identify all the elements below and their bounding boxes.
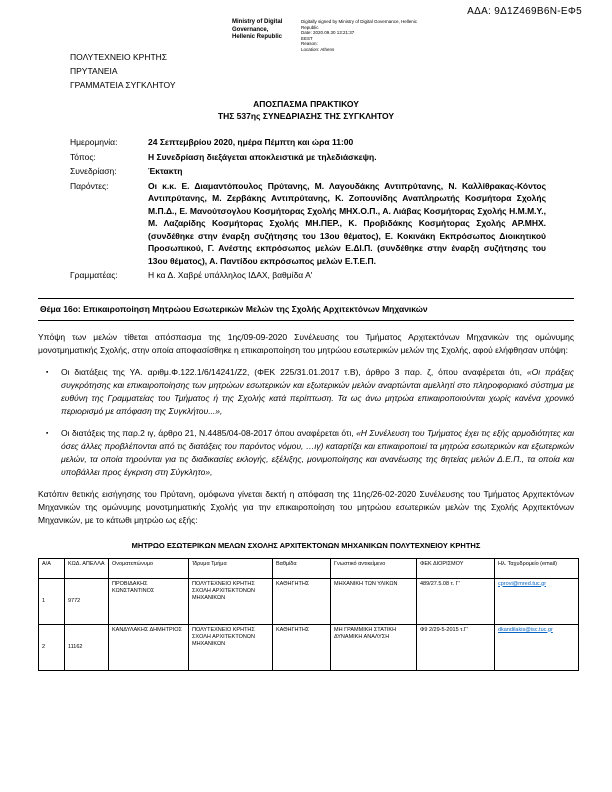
column-header-email: Ηλ. Ταχυδρομείο (email) <box>495 558 579 578</box>
cell-fek: Φ9 2/29-5-2015 τ.Γ' <box>417 624 495 670</box>
document-title <box>38 98 574 122</box>
signature-ministry-name: Ministry of Digital Governance, Hellenic Republic <box>232 19 283 40</box>
session-type-label: Συνεδρίαση: <box>70 166 117 176</box>
title-line-2: ΤΗΣ 537ης ΣΥΝΕΔΡΙΑΣΗΣ ΤΗΣ ΣΥΓΚΛΗΤΟΥ <box>217 111 395 121</box>
institution-block <box>70 50 574 92</box>
registry-title: ΜΗΤΡΩΟ ΕΣΩΤΕΡΙΚΩΝ ΜΕΛΩΝ ΣΧΟΛΗΣ ΑΡΧΙΤΕΚΤΟΝΩΝ ΜΗΧΑΝΙΚΩΝ ΠΟΛΥΤΕΧΝΕΙΟΥ ΚΡΗΤΗΣ <box>131 540 481 550</box>
institution-name: ΠΟΛΥΤΕΧΝΕΙΟ ΚΡΗΤΗΣ <box>70 52 168 62</box>
email-link[interactable]: cprovi@mred.tuc.gr <box>495 578 579 624</box>
table-header-row <box>39 558 579 578</box>
digital-signature-stamp <box>232 19 419 52</box>
bullet-text-2 <box>61 427 574 479</box>
decision-body <box>38 331 574 527</box>
cell-apella-code: 11162 <box>65 624 109 670</box>
topic-heading: Θέμα 16ο: Επικαιροποίηση Μητρώου Εσωτερικών Μελών της Σχολής Αρχιτεκτόνων Μηχανικών <box>38 298 574 321</box>
bullet-icon: ▪ <box>46 368 49 376</box>
secretary-label: Γραμματέας: <box>70 270 118 280</box>
cell-fek: 489/27.5.08 τ. Γ' <box>417 578 495 624</box>
email-link[interactable]: dkandilakis@isc.tuc.gr <box>495 624 579 670</box>
cell-index: 1 <box>39 578 65 624</box>
ada-code: ΑΔΑ: 9Δ1Ζ469Β6Ν-ΕΦ5 <box>467 6 582 17</box>
bullet-item-1 <box>46 366 574 418</box>
cell-index: 2 <box>39 624 65 670</box>
bullet-quote-text: «Οι πράξεις συγκρότησης και επικαιροποίησης των μητρώων εσωτερικών και εξωτερικών μελών αναρτώνται αμελλητί στο πληροφοριακό σύστημα με ευθύνη της Γραμματείας του Τμήματος ή της Σχολής κατά περίπτωση. Τα ως άνω μητρώα επικαιροποιούνται χωρίς κανένα χρονικό περιορισμό με απόφαση της Συγκλήτου...», <box>61 366 574 416</box>
column-header-index: Α/Α <box>39 558 65 578</box>
bullet-item-2 <box>46 427 574 479</box>
cell-fullname: ΠΡΟΒΙΔΑΚΗΣ ΚΩΝΣΤΑΝΤΙΝΟΣ <box>109 578 189 624</box>
column-header-rank: Βαθμίδα <box>273 558 331 578</box>
registry-section <box>38 541 574 671</box>
cell-subject: ΜΗ ΓΡΑΜΜΙΚΗ ΣΤΑΤΙΚΗ ΔΥΝΑΜΙΚΗ ΑΝΑΛΥΣΗ <box>331 624 417 670</box>
signature-details-text: Digitally signed by Ministry of Digital Governance, Hellenic Republic Date: 2020.09.30 13:21:37 EEST Reason: Location: Athens <box>301 19 418 52</box>
cell-institution: ΠΟΛΥΤΕΧΝΕΙΟ ΚΡΗΤΗΣ ΣΧΟΛΗ ΑΡΧΙΤΕΚΤΟΝΩΝ ΜΗΧΑΝΙΚΩΝ <box>189 578 273 624</box>
cell-rank: ΚΑΘΗΓΗΤΗΣ <box>273 578 331 624</box>
cell-rank: ΚΑΘΗΓΗΤΗΣ <box>273 624 331 670</box>
meta-row-secretary <box>70 269 546 282</box>
table-row <box>39 578 579 624</box>
bullet-icon: ▪ <box>46 429 49 437</box>
registry-table <box>38 558 579 671</box>
column-header-subject: Γνωστικό αντικείμενο <box>331 558 417 578</box>
session-type-value: Έκτακτη <box>148 166 183 176</box>
secretary-value: Η κα Δ. Χαβρέ υπάλληλος ΙΔΑΧ, βαθμίδα Α' <box>148 270 313 280</box>
meta-row-attendees <box>70 180 546 268</box>
intro-paragraph: Υπόψη των μελών τίθεται απόσπασμα της 1ης/09-09-2020 Συνέλευσης του Τμήματος Αρχιτεκτόνων Μηχανικών της ομώνυμης μονοτμηματικής Σχολής, στην οποία αποφασίσθηκε η επικαιροποίηση του μητρώου εσωτερικών μελών της Σχολής, αφού ελήφθησαν υπόψη: <box>38 331 574 355</box>
title-line-1: ΑΠΟΣΠΑΣΜΑ ΠΡΑΚΤΙΚΟΥ <box>253 99 359 109</box>
table-row <box>39 624 579 670</box>
cell-institution: ΠΟΛΥΤΕΧΝΕΙΟ ΚΡΗΤΗΣ ΣΧΟΛΗ ΑΡΧΙΤΕΚΤΟΝΩΝ ΜΗΧΑΝΙΚΩΝ <box>189 624 273 670</box>
column-header-apella-code: ΚΩΔ. ΑΠΕΛΛΑ <box>65 558 109 578</box>
date-value: 24 Σεπτεμβρίου 2020, ημέρα Πέμπτη και ώρα 11:00 <box>148 137 354 147</box>
institution-rectorate: ΠΡΥΤΑΝΕΙΑ <box>70 66 118 76</box>
meta-row-date <box>70 136 546 149</box>
cell-apella-code: 9772 <box>65 578 109 624</box>
bullet-quote-text: «Η Συνέλευση του Τμήματος έχει τις εξής αρμοδιότητες και όσες άλλες προβλέπονται από τις διατάξεις του παρόντος νόμου, …ιγ) καταρτίζει και επικαιροποιεί τα μητρώα εσωτερικών και εξωτερικών μελών, τα οποία τηρούνται για τις διαδικασίες εκλογής, εξέλιξης, μονιμοποίησης και ανανέωσης της θητείας μελών Δ.Ε.Π., τα οποία και υποβάλλει προς έγκριση στη Σύγκλητο», <box>61 427 574 477</box>
bullet-lead-text: Οι διατάξεις της παρ.2 ιγ, άρθρο 21, Ν.4485/04-08-2017 όπου αναφέρεται ότι, <box>61 427 357 438</box>
attendees-label: Παρόντες: <box>70 180 109 191</box>
meta-row-session-type <box>70 165 546 178</box>
session-details <box>70 136 546 282</box>
institution-secretariat: ΓΡΑΜΜΑΤΕΙΑ ΣΥΓΚΛΗΤΟΥ <box>70 80 176 90</box>
column-header-fek: ΦΕΚ ΔΙΟΡΙΣΜΟΥ <box>417 558 495 578</box>
closing-paragraph: Κατόπιν θετικής εισήγησης του Πρύτανη, ομόφωνα γίνεται δεκτή η απόφαση της 11ης/26-02-2020 Συνέλευσης του Τμήματος Αρχιτεκτόνων Μηχανικών της ομώνυμης μονοτμηματικής Σχολής για την επικαιροποίηση του μητρώου εσωτερικών μελών της Σχολής Αρχιτεκτόνων Μηχανικών, με το κάτωθι μητρώο ως εξής: <box>38 488 574 525</box>
column-header-fullname: Ονοματεπώνυμο <box>109 558 189 578</box>
bullet-text-1 <box>61 366 574 418</box>
cell-fullname: ΚΑΝΔΥΛΑΚΗΣ ΔΗΜΗΤΡΙΟΣ <box>109 624 189 670</box>
place-label: Τόπος: <box>70 151 96 162</box>
date-label: Ημερομηνία: <box>70 137 118 147</box>
cell-subject: ΜΗΧΑΝΙΚΗ ΤΩΝ ΥΛΙΚΩΝ <box>331 578 417 624</box>
attendees-value: Οι κ.κ. Ε. Διαμαντόπουλος Πρύτανης, Μ. Λαγουδάκης Αντιπρύτανης, Ν. Καλλίθρακας-Κόντος Αντιπρύτανης, Μ. Ζερβάκης Αντιπρύτανης, Κ. Ζοπουνίδης Αναπληρωτής Κοσμήτορα Σχολής Μ.Π.Δ., Ε. Μανούτσογλου Κοσμήτορας Σχολής ΜΗΧ.Ο.Π., Α. Λιάβας Κοσμήτορας Σχολής Η.Μ.Μ.Υ., Μ. Λαζαρίδης Κοσμήτορας Σχολής ΜΗ.ΠΕΡ., Κ. Προβιδάκης Κοσμήτορας Σχολής ΑΡ.ΜΗΧ. (συνδέθηκε στην έναρξη συζήτησης του 13ου θέματος), Ε. Κοκινάκη Εκπρόσωπος Διοικητικού Προσωπικού, Γ. Ανέστης εκπρόσωπος μελών Ε.ΔΙ.Π. (συνδέθηκε στην έναρξη συζήτησης του 13ου θέματος), Α. Παντίδου εκπρόσωπος μελών Ε.Τ.Ε.Π. <box>148 180 546 266</box>
meta-row-place <box>70 151 546 164</box>
column-header-institution: Ίδρυμα Τμήμα <box>189 558 273 578</box>
place-value: Η Συνεδρίαση διεξάγεται αποκλειστικά με τηλεδιάσκεψη. <box>148 151 377 162</box>
bullet-lead-text: Οι διατάξεις της ΥΑ. αριθμ.Φ.122.1/6/14241/Ζ2, (ΦΕΚ 225/31.01.2017 τ.Β), άρθρο 3 παρ. ζ, όπου αναφέρεται ότι, <box>61 366 527 377</box>
